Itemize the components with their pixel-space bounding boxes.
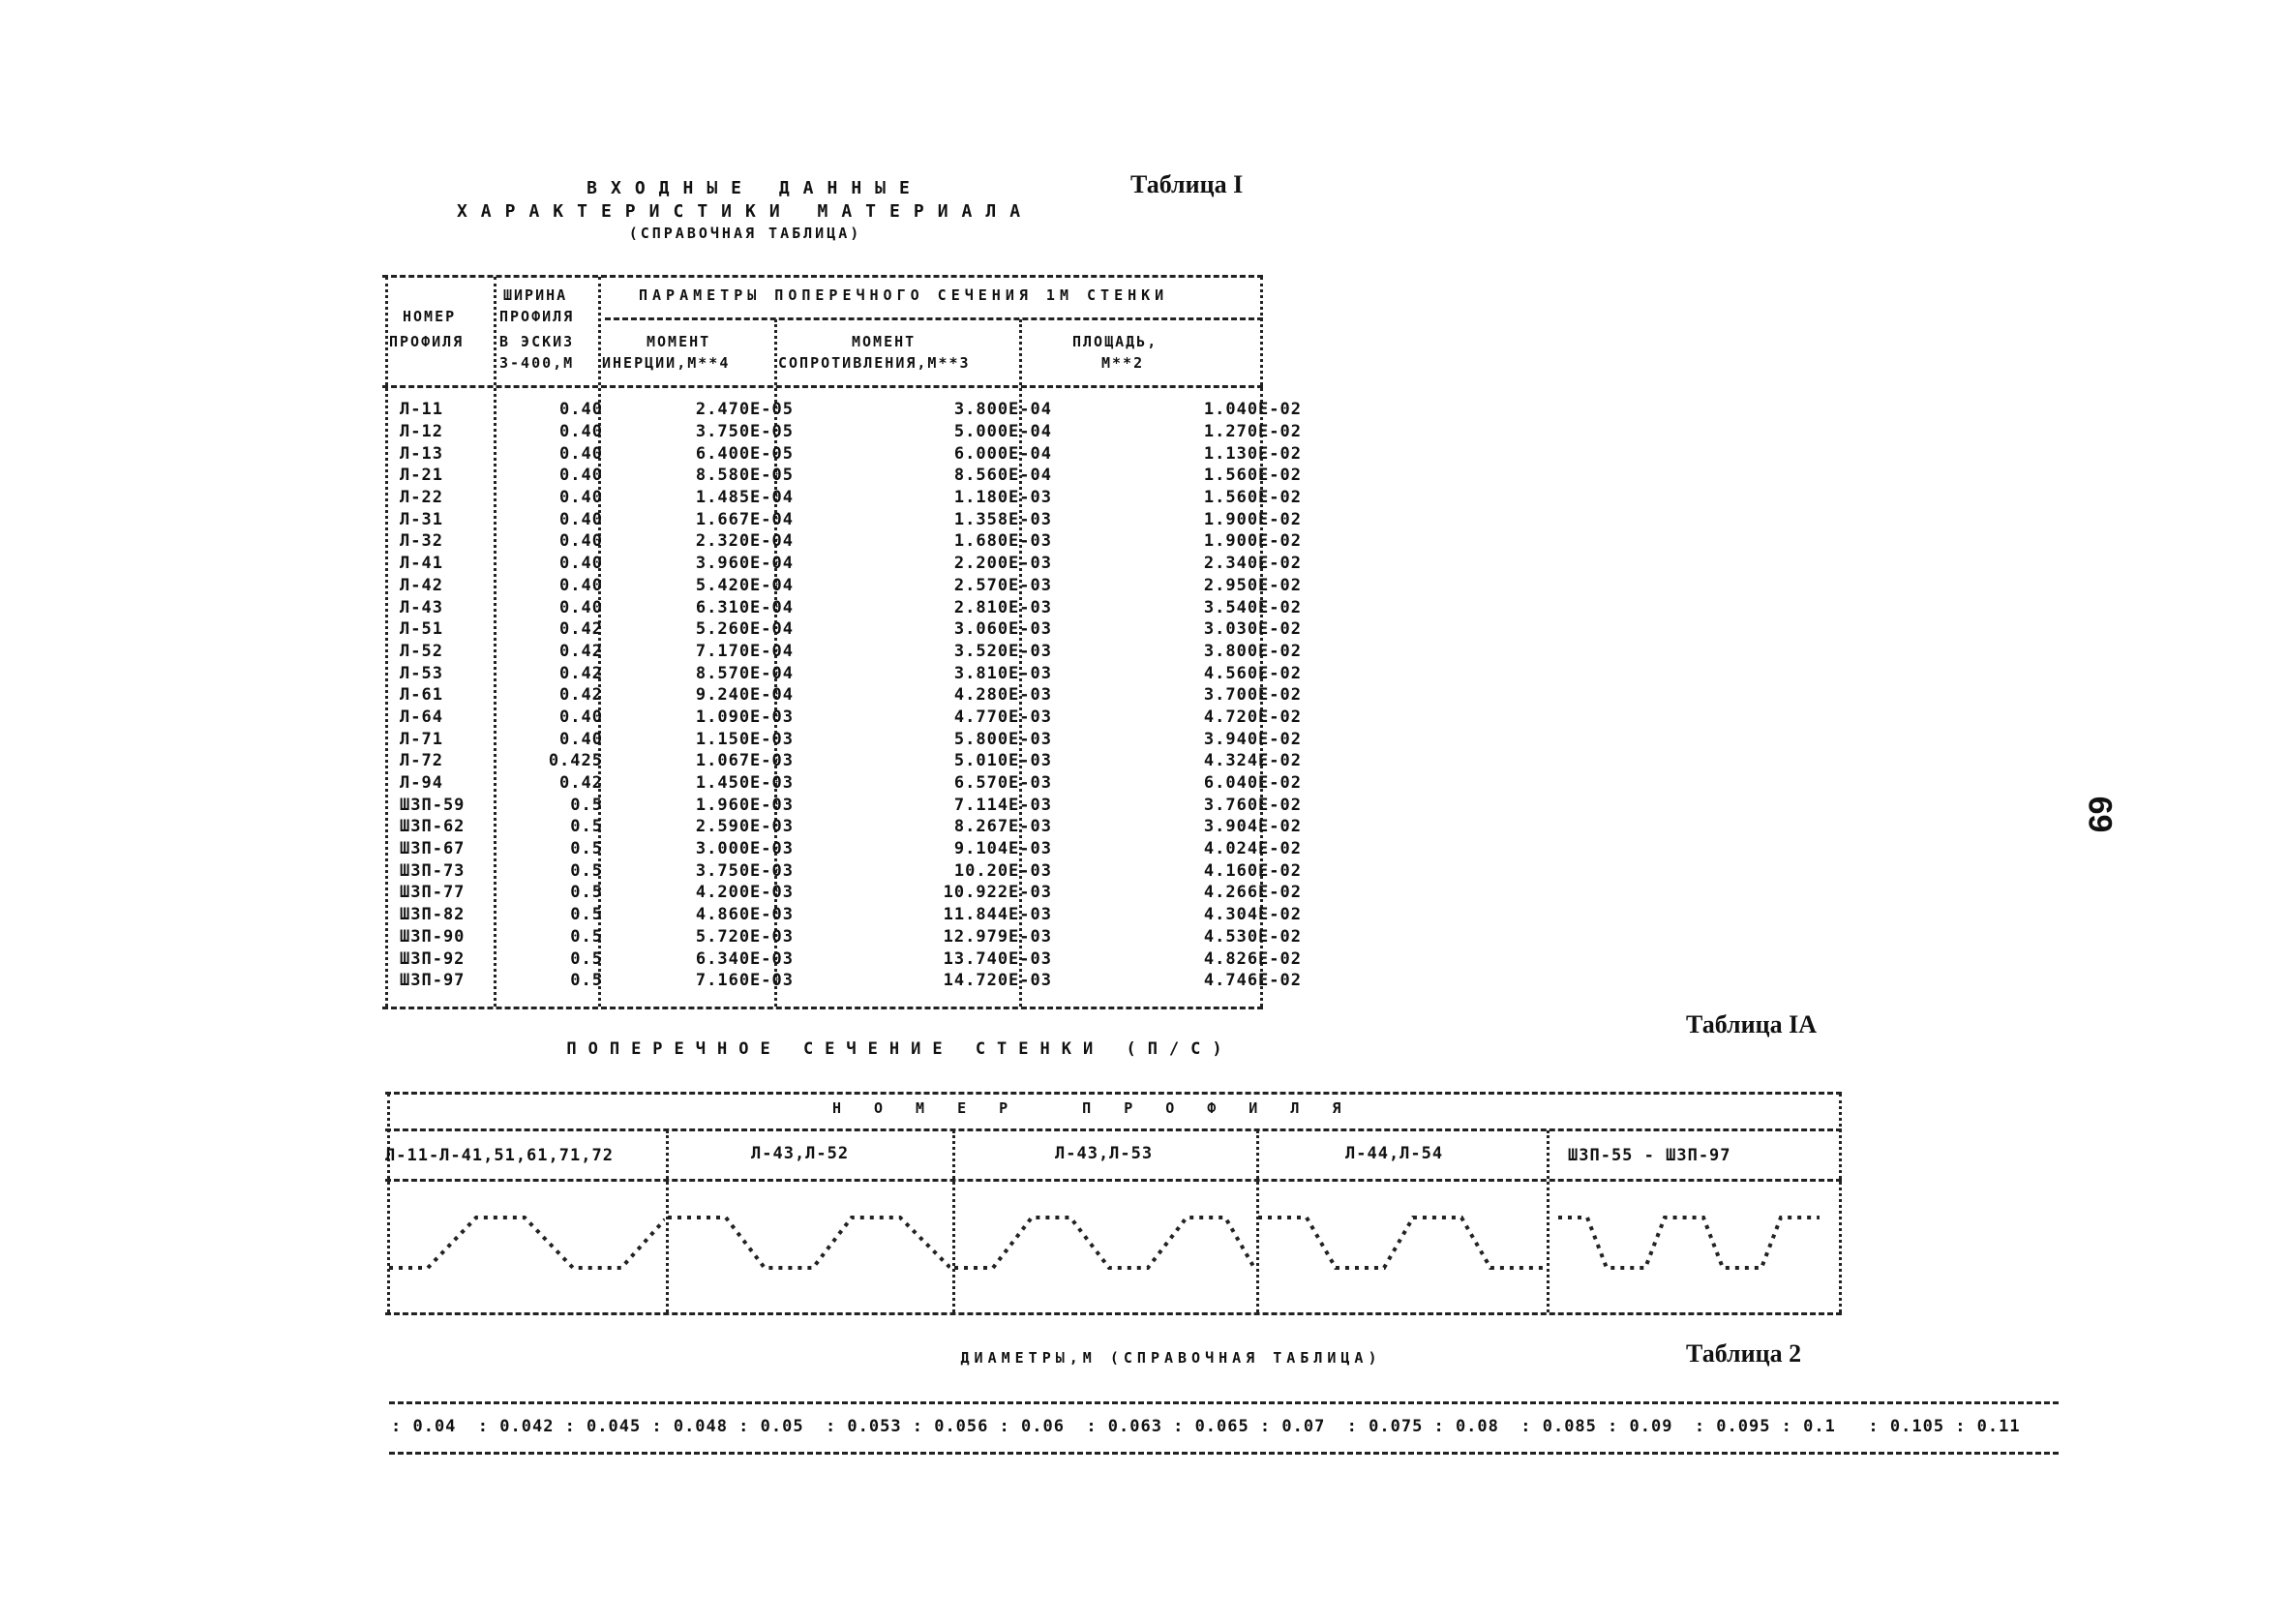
resistance-moment-cell: 9.104E-03 bbox=[953, 839, 1052, 859]
resistance-moment-cell: 10.20E-03 bbox=[953, 860, 1052, 881]
inertia-moment-cell: 6.310E-04 bbox=[695, 597, 794, 617]
profile-width-cell: 0.40 bbox=[559, 400, 603, 420]
profile-number-cell: Л-22 bbox=[400, 488, 443, 508]
table1-row bbox=[382, 442, 1352, 465]
table1-group-rule bbox=[605, 317, 1263, 320]
profile-number-cell: ШЗП-59 bbox=[400, 795, 466, 815]
table1-row bbox=[382, 465, 1352, 487]
profile-shape-5 bbox=[1549, 1200, 1837, 1287]
profile-shape-4 bbox=[1258, 1200, 1545, 1287]
diameter-value: : 0.045 bbox=[564, 1417, 642, 1436]
profile-label-5: ШЗП-55 - ШЗП-97 bbox=[1568, 1146, 1731, 1165]
inertia-moment-cell: 3.750E-03 bbox=[695, 860, 794, 881]
profile-label-4: Л-44,Л-54 bbox=[1345, 1144, 1444, 1163]
profile-width-cell: 0.42 bbox=[559, 641, 603, 661]
inertia-moment-cell: 8.570E-04 bbox=[695, 663, 794, 683]
profile-width-cell: 0.40 bbox=[559, 443, 603, 464]
area-cell: 4.304E-02 bbox=[1203, 905, 1302, 925]
hdr-width-3: В ЭСКИЗ bbox=[499, 333, 575, 350]
table1-row bbox=[382, 641, 1352, 663]
table1-row bbox=[382, 926, 1352, 948]
table1a-bottom-rule bbox=[385, 1312, 1842, 1315]
hdr-width-1: ШИРИНА bbox=[503, 286, 568, 304]
profile-number-cell: ШЗП-82 bbox=[400, 905, 466, 925]
profile-number-cell: Л-21 bbox=[400, 466, 443, 486]
profile-width-cell: 0.5 bbox=[570, 905, 603, 925]
inertia-moment-cell: 1.667E-04 bbox=[695, 509, 794, 529]
hdr-resist-1: МОМЕНТ bbox=[852, 333, 917, 350]
area-cell: 3.904E-02 bbox=[1203, 817, 1302, 837]
profile-number-cell: ШЗП-97 bbox=[400, 971, 466, 991]
area-cell: 1.900E-02 bbox=[1203, 531, 1302, 552]
table1-row bbox=[382, 596, 1352, 618]
table1-bottom-rule bbox=[382, 1007, 1263, 1009]
diameter-value: : 0.065 bbox=[1173, 1417, 1249, 1436]
profile-width-cell: 0.5 bbox=[570, 839, 603, 859]
profile-width-cell: 0.40 bbox=[559, 466, 603, 486]
table1-row bbox=[382, 618, 1352, 641]
table1-row bbox=[382, 882, 1352, 904]
diameter-value: : 0.07 bbox=[1259, 1417, 1326, 1436]
table2-title: ДИАМЕТРЫ,М (СПРАВОЧНАЯ ТАБЛИЦА) bbox=[960, 1349, 1382, 1367]
profile-number-cell: ШЗП-62 bbox=[400, 817, 466, 837]
inertia-moment-cell: 7.170E-04 bbox=[695, 641, 794, 661]
table1-row bbox=[382, 970, 1352, 992]
resistance-moment-cell: 1.180E-03 bbox=[953, 488, 1052, 508]
profile-number-cell: Л-12 bbox=[400, 422, 443, 442]
resistance-moment-cell: 3.810E-03 bbox=[953, 663, 1052, 683]
hdr-inertia-2: ИНЕРЦИИ,М**4 bbox=[602, 354, 731, 372]
profile-width-cell: 0.5 bbox=[570, 926, 603, 947]
resistance-moment-cell: 2.570E-03 bbox=[953, 575, 1052, 595]
area-cell: 3.030E-02 bbox=[1203, 619, 1302, 640]
table1-row bbox=[382, 530, 1352, 553]
profile-number-cell: Л-51 bbox=[400, 619, 443, 640]
table1-row bbox=[382, 399, 1352, 421]
diameter-value: : 0.085 bbox=[1520, 1417, 1597, 1436]
profile-number-cell: ШЗП-73 bbox=[400, 860, 466, 881]
profile-width-cell: 0.42 bbox=[559, 619, 603, 640]
diameter-value: : 0.042 bbox=[477, 1417, 555, 1436]
profile-number-cell: ШЗП-92 bbox=[400, 948, 466, 969]
table1a-label-rule bbox=[385, 1179, 1842, 1182]
resistance-moment-cell: 5.010E-03 bbox=[953, 751, 1052, 771]
profile-number-cell: Л-71 bbox=[400, 729, 443, 749]
profile-number-cell: Л-52 bbox=[400, 641, 443, 661]
resistance-moment-cell: 11.844E-03 bbox=[943, 905, 1052, 925]
hdr-inertia-1: МОМЕНТ bbox=[647, 333, 711, 350]
inertia-moment-cell: 2.590E-03 bbox=[695, 817, 794, 837]
inertia-moment-cell: 8.580E-05 bbox=[695, 466, 794, 486]
resistance-moment-cell: 10.922E-03 bbox=[943, 883, 1052, 903]
table1-row bbox=[382, 662, 1352, 684]
inertia-moment-cell: 1.150E-03 bbox=[695, 729, 794, 749]
hdr-area-1: ПЛОЩАДЬ, bbox=[1072, 333, 1159, 350]
table1-row bbox=[382, 838, 1352, 860]
hdr-area-2: М**2 bbox=[1101, 354, 1145, 372]
area-cell: 4.826E-02 bbox=[1203, 948, 1302, 969]
hdr-width-2: ПРОФИЛЯ bbox=[499, 308, 575, 325]
resistance-moment-cell: 5.800E-03 bbox=[953, 729, 1052, 749]
area-cell: 3.700E-02 bbox=[1203, 685, 1302, 706]
profile-width-cell: 0.40 bbox=[559, 597, 603, 617]
area-cell: 1.040E-02 bbox=[1203, 400, 1302, 420]
hdr-number-1: НОМЕР bbox=[403, 308, 457, 325]
hdr-resist-2: СОПРОТИВЛЕНИЯ,М**3 bbox=[778, 354, 971, 372]
table1a-title: ПОПЕРЕЧНОЕ СЕЧЕНИЕ СТЕНКИ (П/С) bbox=[566, 1039, 1234, 1059]
profile-label-3: Л-43,Л-53 bbox=[1055, 1144, 1154, 1163]
profile-number-cell: Л-53 bbox=[400, 663, 443, 683]
table1-row bbox=[382, 904, 1352, 926]
inertia-moment-cell: 5.420E-04 bbox=[695, 575, 794, 595]
resistance-moment-cell: 8.267E-03 bbox=[953, 817, 1052, 837]
resistance-moment-cell: 2.810E-03 bbox=[953, 597, 1052, 617]
table1-caption: Таблица I bbox=[1130, 170, 1244, 198]
profile-number-cell: Л-32 bbox=[400, 531, 443, 552]
profile-width-cell: 0.40 bbox=[559, 707, 603, 727]
resistance-moment-cell: 1.358E-03 bbox=[953, 509, 1052, 529]
profile-label-1: Л-11-Л-41,51,61,71,72 bbox=[385, 1146, 614, 1165]
profile-width-cell: 0.40 bbox=[559, 531, 603, 552]
profile-number-cell: Л-43 bbox=[400, 597, 443, 617]
inertia-moment-cell: 1.485E-04 bbox=[695, 488, 794, 508]
profile-width-cell: 0.425 bbox=[548, 751, 603, 771]
resistance-moment-cell: 4.770E-03 bbox=[953, 707, 1052, 727]
inertia-moment-cell: 1.067E-03 bbox=[695, 751, 794, 771]
resistance-moment-cell: 4.280E-03 bbox=[953, 685, 1052, 706]
profile-number-cell: Л-41 bbox=[400, 554, 443, 574]
resistance-moment-cell: 2.200E-03 bbox=[953, 554, 1052, 574]
table1-row bbox=[382, 487, 1352, 509]
profile-width-cell: 0.40 bbox=[559, 422, 603, 442]
table1a-vline-5 bbox=[1839, 1094, 1842, 1312]
profile-shape-1 bbox=[389, 1200, 665, 1287]
profile-shape-3 bbox=[954, 1200, 1254, 1287]
inertia-moment-cell: 9.240E-04 bbox=[695, 685, 794, 706]
area-cell: 4.266E-02 bbox=[1203, 883, 1302, 903]
inertia-moment-cell: 1.090E-03 bbox=[695, 707, 794, 727]
table1-top-rule bbox=[382, 275, 1263, 278]
area-cell: 1.560E-02 bbox=[1203, 466, 1302, 486]
area-cell: 3.760E-02 bbox=[1203, 795, 1302, 815]
profile-number-cell: Л-94 bbox=[400, 773, 443, 794]
profile-width-cell: 0.5 bbox=[570, 883, 603, 903]
resistance-moment-cell: 3.800E-04 bbox=[953, 400, 1052, 420]
table2-caption: Таблица 2 bbox=[1686, 1339, 1802, 1368]
resistance-moment-cell: 6.570E-03 bbox=[953, 773, 1052, 794]
area-cell: 3.800E-02 bbox=[1203, 641, 1302, 661]
table1a-top-rule bbox=[385, 1092, 1842, 1095]
area-cell: 4.746E-02 bbox=[1203, 971, 1302, 991]
profile-number-cell: Л-64 bbox=[400, 707, 443, 727]
profile-width-cell: 0.5 bbox=[570, 948, 603, 969]
table1-row bbox=[382, 859, 1352, 882]
table2-top-rule bbox=[389, 1401, 2059, 1404]
inertia-moment-cell: 3.960E-04 bbox=[695, 554, 794, 574]
profile-number-cell: Л-31 bbox=[400, 509, 443, 529]
profile-number-cell: ШЗП-67 bbox=[400, 839, 466, 859]
hdr-group: ПАРАМЕТРЫ ПОПЕРЕЧНОГО СЕЧЕНИЯ 1М СТЕНКИ bbox=[639, 286, 1169, 304]
resistance-moment-cell: 12.979E-03 bbox=[943, 926, 1052, 947]
inertia-moment-cell: 4.200E-03 bbox=[695, 883, 794, 903]
table1-row bbox=[382, 508, 1352, 530]
area-cell: 3.540E-02 bbox=[1203, 597, 1302, 617]
area-cell: 4.560E-02 bbox=[1203, 663, 1302, 683]
profile-number-cell: Л-13 bbox=[400, 443, 443, 464]
table1-row bbox=[382, 707, 1352, 729]
inertia-moment-cell: 3.750E-05 bbox=[695, 422, 794, 442]
diameter-value: : 0.06 bbox=[999, 1417, 1065, 1436]
profile-number-cell: ШЗП-77 bbox=[400, 883, 466, 903]
table1a-caption: Таблица IA bbox=[1686, 1010, 1817, 1038]
inertia-moment-cell: 6.340E-03 bbox=[695, 948, 794, 969]
resistance-moment-cell: 7.114E-03 bbox=[953, 795, 1052, 815]
profile-width-cell: 0.5 bbox=[570, 817, 603, 837]
inertia-moment-cell: 2.470E-05 bbox=[695, 400, 794, 420]
area-cell: 4.324E-02 bbox=[1203, 751, 1302, 771]
resistance-moment-cell: 1.680E-03 bbox=[953, 531, 1052, 552]
area-cell: 1.270E-02 bbox=[1203, 422, 1302, 442]
inertia-moment-cell: 6.400E-05 bbox=[695, 443, 794, 464]
resistance-moment-cell: 14.720E-03 bbox=[943, 971, 1052, 991]
inertia-moment-cell: 3.000E-03 bbox=[695, 839, 794, 859]
diameter-value: : 0.095 bbox=[1694, 1417, 1771, 1436]
profile-number-cell: Л-72 bbox=[400, 751, 443, 771]
diameter-value: : 0.11 bbox=[1955, 1417, 2021, 1436]
diameter-value: : 0.063 bbox=[1086, 1417, 1162, 1436]
profile-width-cell: 0.42 bbox=[559, 663, 603, 683]
inertia-moment-cell: 5.260E-04 bbox=[695, 619, 794, 640]
diameter-value: : 0.09 bbox=[1608, 1417, 1673, 1436]
profile-label-2: Л-43,Л-52 bbox=[751, 1144, 850, 1163]
profile-width-cell: 0.40 bbox=[559, 509, 603, 529]
table1-row bbox=[382, 575, 1352, 597]
table1-row bbox=[382, 947, 1352, 970]
resistance-moment-cell: 13.740E-03 bbox=[943, 948, 1052, 969]
inertia-moment-cell: 4.860E-03 bbox=[695, 905, 794, 925]
profile-number-cell: ШЗП-90 bbox=[400, 926, 466, 947]
table1-row bbox=[382, 684, 1352, 707]
table1-row bbox=[382, 421, 1352, 443]
area-cell: 4.024E-02 bbox=[1203, 839, 1302, 859]
profile-width-cell: 0.5 bbox=[570, 860, 603, 881]
diameter-value: : 0.056 bbox=[912, 1417, 989, 1436]
table1-row bbox=[382, 553, 1352, 575]
hdr-width-4: З-400,М bbox=[499, 354, 575, 372]
area-cell: 2.340E-02 bbox=[1203, 554, 1302, 574]
area-cell: 1.900E-02 bbox=[1203, 509, 1302, 529]
diameter-value: : 0.04 bbox=[391, 1417, 457, 1436]
table1-header-rule bbox=[382, 385, 1263, 388]
hdr-number-2: ПРОФИЛЯ bbox=[389, 333, 465, 350]
profile-number-cell: Л-42 bbox=[400, 575, 443, 595]
page-number: 69 bbox=[2081, 796, 2119, 833]
table1-row bbox=[382, 794, 1352, 816]
diameter-value: : 0.053 bbox=[825, 1417, 902, 1436]
table1-row bbox=[382, 772, 1352, 795]
table1-title-line2: ХАРАКТЕРИСТИКИ МАТЕРИАЛА bbox=[456, 201, 1035, 222]
profile-number-cell: Л-61 bbox=[400, 685, 443, 706]
table2-bottom-rule bbox=[389, 1452, 2059, 1455]
table1-title-line3: (СПРАВОЧНАЯ ТАБЛИЦА) bbox=[628, 225, 862, 242]
area-cell: 2.950E-02 bbox=[1203, 575, 1302, 595]
profile-width-cell: 0.40 bbox=[559, 554, 603, 574]
inertia-moment-cell: 1.960E-03 bbox=[695, 795, 794, 815]
inertia-moment-cell: 1.450E-03 bbox=[695, 773, 794, 794]
resistance-moment-cell: 3.060E-03 bbox=[953, 619, 1052, 640]
resistance-moment-cell: 8.560E-04 bbox=[953, 466, 1052, 486]
area-cell: 4.160E-02 bbox=[1203, 860, 1302, 881]
area-cell: 4.720E-02 bbox=[1203, 707, 1302, 727]
profile-width-cell: 0.5 bbox=[570, 971, 603, 991]
diameter-value: : 0.1 bbox=[1781, 1417, 1836, 1436]
diameter-value: : 0.05 bbox=[738, 1417, 804, 1436]
resistance-moment-cell: 5.000E-04 bbox=[953, 422, 1052, 442]
resistance-moment-cell: 3.520E-03 bbox=[953, 641, 1052, 661]
table1a-header-rule bbox=[385, 1128, 1842, 1131]
diameter-value: : 0.048 bbox=[651, 1417, 729, 1436]
resistance-moment-cell: 6.000E-04 bbox=[953, 443, 1052, 464]
profile-width-cell: 0.40 bbox=[559, 488, 603, 508]
table1-title-line1: ВХОДНЫЕ ДАННЫЕ bbox=[587, 178, 923, 198]
area-cell: 4.530E-02 bbox=[1203, 926, 1302, 947]
inertia-moment-cell: 7.160E-03 bbox=[695, 971, 794, 991]
profile-width-cell: 0.42 bbox=[559, 685, 603, 706]
profile-number-cell: Л-11 bbox=[400, 400, 443, 420]
profile-shape-2 bbox=[668, 1200, 950, 1287]
table1-row bbox=[382, 750, 1352, 772]
profile-width-cell: 0.42 bbox=[559, 773, 603, 794]
profile-width-cell: 0.5 bbox=[570, 795, 603, 815]
diameter-value: : 0.075 bbox=[1346, 1417, 1424, 1436]
inertia-moment-cell: 2.320E-04 bbox=[695, 531, 794, 552]
profile-width-cell: 0.40 bbox=[559, 729, 603, 749]
inertia-moment-cell: 5.720E-03 bbox=[695, 926, 794, 947]
area-cell: 6.040E-02 bbox=[1203, 773, 1302, 794]
table1-row bbox=[382, 728, 1352, 750]
table1-data bbox=[382, 399, 1352, 992]
table1-row bbox=[382, 816, 1352, 838]
area-cell: 1.130E-02 bbox=[1203, 443, 1302, 464]
table1a-header: НОМЕР ПРОФИЛЯ bbox=[832, 1099, 1374, 1117]
diameter-value: : 0.105 bbox=[1868, 1417, 1945, 1436]
area-cell: 1.560E-02 bbox=[1203, 488, 1302, 508]
profile-width-cell: 0.40 bbox=[559, 575, 603, 595]
area-cell: 3.940E-02 bbox=[1203, 729, 1302, 749]
diameter-value: : 0.08 bbox=[1433, 1417, 1499, 1436]
